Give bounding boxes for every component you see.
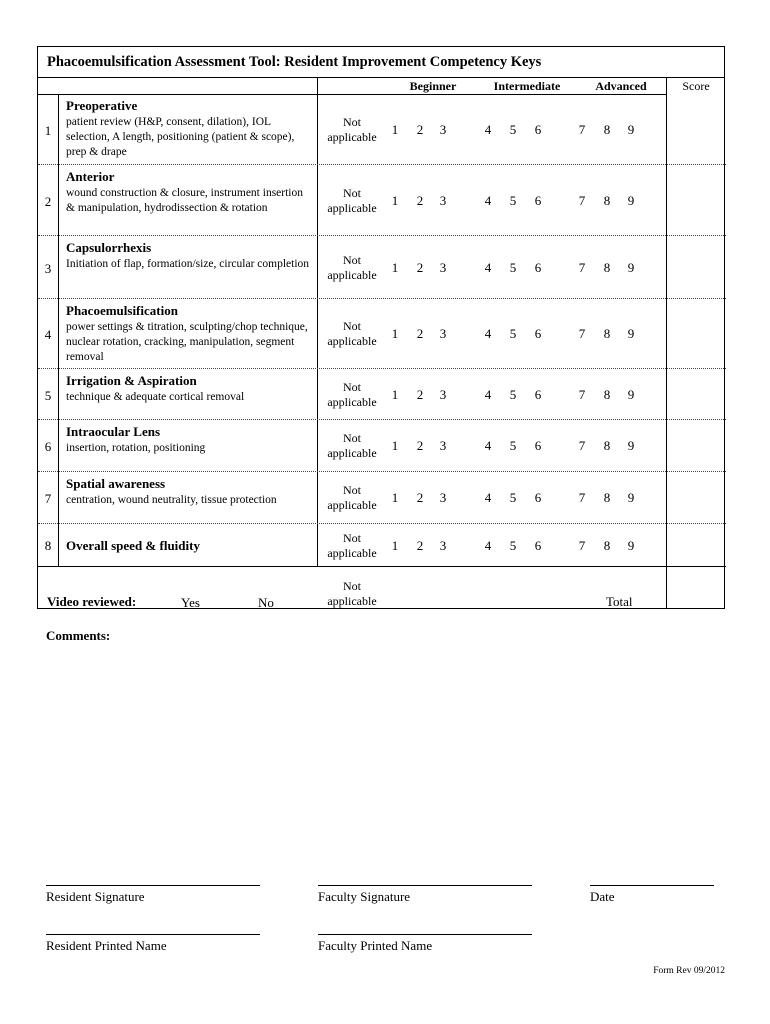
rating-option-2[interactable]: 2: [416, 387, 424, 402]
not-applicable-option[interactable]: [318, 186, 386, 216]
rating-option-9[interactable]: 9: [627, 438, 635, 453]
not-applicable-option[interactable]: [318, 531, 386, 561]
comments-label: Comments:: [46, 628, 111, 643]
na-line2: applicable: [327, 201, 377, 215]
row-description: Initiation of flap, formation/size, circular completion: [66, 258, 310, 270]
rating-option-7[interactable]: 7: [578, 326, 586, 341]
rating-option-3[interactable]: 3: [439, 438, 447, 453]
rating-option-7[interactable]: 7: [578, 193, 586, 208]
form-revision-note: Form Rev 09/2012: [653, 966, 725, 976]
rating-option-9[interactable]: 9: [627, 538, 635, 553]
competency-row: [38, 94, 726, 165]
na-line1: Not: [343, 483, 361, 497]
rating-option-3[interactable]: 3: [439, 193, 447, 208]
rating-option-8[interactable]: 8: [603, 490, 611, 505]
na-line1: Not: [343, 253, 361, 267]
rating-option-3[interactable]: 3: [439, 122, 447, 137]
total-score-box[interactable]: [667, 567, 725, 609]
row-number: 3: [44, 261, 52, 276]
video-not-applicable[interactable]: [318, 579, 386, 609]
score-cell[interactable]: [667, 472, 725, 523]
rating-option-1[interactable]: 1: [391, 387, 399, 402]
not-applicable-option[interactable]: [318, 483, 386, 513]
header-divider: [38, 77, 724, 78]
row-number: 7: [44, 491, 52, 506]
rating-option-6[interactable]: 6: [534, 538, 542, 553]
row-title: Capsulorrhexis: [66, 240, 152, 255]
competency-row: [38, 165, 726, 236]
rating-option-5[interactable]: 5: [509, 538, 517, 553]
row-title: Intraocular Lens: [66, 424, 161, 439]
na-line2: applicable: [327, 498, 377, 512]
row-title: Irrigation & Aspiration: [66, 373, 197, 388]
rating-option-2[interactable]: 2: [416, 326, 424, 341]
rating-option-9[interactable]: 9: [627, 193, 635, 208]
rating-option-3[interactable]: 3: [439, 490, 447, 505]
rating-option-3[interactable]: 3: [439, 326, 447, 341]
na-line2: applicable: [327, 546, 377, 560]
rating-option-1[interactable]: 1: [391, 538, 399, 553]
rating-option-7[interactable]: 7: [578, 122, 586, 137]
resident-printed-name-line[interactable]: [46, 934, 260, 935]
not-applicable-option[interactable]: [318, 431, 386, 461]
form-title: Phacoemulsification Assessment Tool: Resident Improvement Competency Keys: [47, 54, 542, 70]
assessment-table: [37, 46, 725, 609]
rating-option-4[interactable]: 4: [484, 326, 492, 341]
na-line2: applicable: [327, 130, 377, 144]
rating-option-7[interactable]: 7: [578, 538, 586, 553]
score-cell[interactable]: [667, 369, 725, 419]
na-line1: Not: [343, 531, 361, 545]
rating-option-5[interactable]: 5: [509, 122, 517, 137]
rating-option-2[interactable]: 2: [416, 193, 424, 208]
resident-signature-line[interactable]: [46, 885, 260, 886]
score-header: Score: [682, 79, 710, 93]
na-line2: applicable: [327, 268, 377, 282]
row-description: patient review (H&P, consent, dilation), IOL selection, A length, positioning (patient & scope), prep & drape: [66, 116, 295, 158]
rating-option-6[interactable]: 6: [534, 260, 542, 275]
rating-option-1[interactable]: 1: [391, 490, 399, 505]
resident-printed-name-label: Resident Printed Name: [46, 938, 167, 953]
not-applicable-option[interactable]: [318, 115, 386, 145]
rating-option-4[interactable]: 4: [484, 122, 492, 137]
competency-row: [38, 236, 726, 299]
rating-option-4[interactable]: 4: [484, 193, 492, 208]
not-applicable-option[interactable]: [318, 253, 386, 283]
rating-option-3[interactable]: 3: [439, 387, 447, 402]
video-reviewed-label: Video reviewed:: [47, 594, 137, 609]
row-title: Overall speed & fluidity: [66, 538, 200, 553]
competency-row: [38, 369, 726, 420]
rating-option-5[interactable]: 5: [509, 387, 517, 402]
na-line1: Not: [343, 186, 361, 200]
row-number: 2: [44, 194, 52, 209]
rating-option-7[interactable]: 7: [578, 387, 586, 402]
na-line1: Not: [343, 115, 361, 129]
na-line2: applicable: [327, 594, 377, 608]
row-description: technique & adequate cortical removal: [66, 391, 245, 403]
competency-row: [38, 299, 726, 369]
competency-row: [38, 420, 726, 472]
na-line1: Not: [343, 319, 361, 333]
faculty-signature-line[interactable]: [318, 885, 532, 886]
rating-option-2[interactable]: 2: [416, 538, 424, 553]
faculty-signature-label: Faculty Signature: [318, 889, 411, 904]
comments-area[interactable]: [46, 650, 726, 870]
rating-option-8[interactable]: 8: [603, 122, 611, 137]
rating-option-8[interactable]: 8: [603, 193, 611, 208]
row-description: centration, wound neutrality, tissue protection: [66, 494, 277, 506]
row-description: power settings & titration, sculpting/chop technique, nuclear rotation, cracking, manipulation, segment removal: [66, 321, 308, 363]
rating-option-1[interactable]: 1: [391, 438, 399, 453]
rating-option-4[interactable]: 4: [484, 438, 492, 453]
row-title: Spatial awareness: [66, 476, 166, 491]
score-cell[interactable]: [667, 299, 725, 368]
row-number: 8: [44, 538, 52, 553]
row-divider: [38, 566, 726, 567]
rating-option-2[interactable]: 2: [416, 490, 424, 505]
score-cell[interactable]: [667, 524, 725, 566]
rating-option-5[interactable]: 5: [509, 193, 517, 208]
rating-option-5[interactable]: 5: [509, 438, 517, 453]
video-yes-option[interactable]: Yes: [181, 595, 200, 610]
video-no-option[interactable]: No: [258, 595, 274, 610]
not-applicable-option[interactable]: [318, 319, 386, 349]
rating-option-9[interactable]: 9: [627, 387, 635, 402]
rating-option-8[interactable]: 8: [603, 260, 611, 275]
row-number: 5: [44, 388, 52, 403]
rating-option-9[interactable]: 9: [627, 260, 635, 275]
rating-option-1[interactable]: 1: [391, 326, 399, 341]
rating-option-9[interactable]: 9: [627, 326, 635, 341]
row-number: 1: [44, 123, 52, 138]
competency-row: [38, 524, 726, 567]
rating-option-4[interactable]: 4: [484, 538, 492, 553]
rating-option-3[interactable]: 3: [439, 260, 447, 275]
rating-option-3[interactable]: 3: [439, 538, 447, 553]
na-line1: Not: [343, 579, 361, 593]
rating-option-8[interactable]: 8: [603, 538, 611, 553]
score-cell[interactable]: [667, 94, 725, 164]
resident-signature-label: Resident Signature: [46, 889, 145, 904]
rating-option-5[interactable]: 5: [509, 326, 517, 341]
rating-option-5[interactable]: 5: [509, 490, 517, 505]
rating-option-2[interactable]: 2: [416, 438, 424, 453]
row-number: 4: [44, 327, 52, 342]
rating-option-6[interactable]: 6: [534, 122, 542, 137]
rating-option-2[interactable]: 2: [416, 122, 424, 137]
na-line1: Not: [343, 431, 361, 445]
rating-option-6[interactable]: 6: [534, 438, 542, 453]
rating-option-8[interactable]: 8: [603, 326, 611, 341]
rating-option-8[interactable]: 8: [603, 387, 611, 402]
rating-option-9[interactable]: 9: [627, 490, 635, 505]
rating-option-1[interactable]: 1: [391, 260, 399, 275]
faculty-printed-name-line[interactable]: [318, 934, 532, 935]
row-title: Anterior: [66, 169, 115, 184]
date-label: Date: [590, 889, 615, 904]
rating-option-6[interactable]: 6: [534, 490, 542, 505]
rating-option-1[interactable]: 1: [391, 122, 399, 137]
row-description: insertion, rotation, positioning: [66, 442, 206, 454]
rating-option-8[interactable]: 8: [603, 438, 611, 453]
level-intermediate: Intermediate: [493, 79, 561, 93]
row-description: wound construction & closure, instrument insertion & manipulation, hydrodissection & rotation: [66, 187, 303, 214]
row-number: 6: [44, 439, 52, 454]
rating-option-6[interactable]: 6: [534, 326, 542, 341]
rating-option-1[interactable]: 1: [391, 193, 399, 208]
score-cell[interactable]: [667, 236, 725, 298]
rating-option-5[interactable]: 5: [509, 260, 517, 275]
row-title: Phacoemulsification: [66, 303, 178, 318]
na-line2: applicable: [327, 334, 377, 348]
competency-row: [38, 472, 726, 524]
rating-option-6[interactable]: 6: [534, 387, 542, 402]
not-applicable-option[interactable]: [318, 380, 386, 410]
faculty-printed-name-label: Faculty Printed Name: [318, 938, 433, 953]
rating-option-9[interactable]: 9: [627, 122, 635, 137]
level-advanced: Advanced: [595, 79, 647, 93]
score-cell[interactable]: [667, 420, 725, 471]
rating-option-6[interactable]: 6: [534, 193, 542, 208]
date-line[interactable]: [590, 885, 714, 886]
rating-option-4[interactable]: 4: [484, 387, 492, 402]
na-line1: Not: [343, 380, 361, 394]
score-cell[interactable]: [667, 165, 725, 235]
rating-option-7[interactable]: 7: [578, 438, 586, 453]
total-label: Total: [606, 594, 633, 609]
na-line2: applicable: [327, 395, 377, 409]
rating-option-7[interactable]: 7: [578, 490, 586, 505]
na-line2: applicable: [327, 446, 377, 460]
rating-option-7[interactable]: 7: [578, 260, 586, 275]
rating-option-4[interactable]: 4: [484, 260, 492, 275]
rating-option-2[interactable]: 2: [416, 260, 424, 275]
level-beginner: Beginner: [409, 79, 457, 93]
row-title: Preoperative: [66, 98, 138, 113]
rating-option-4[interactable]: 4: [484, 490, 492, 505]
